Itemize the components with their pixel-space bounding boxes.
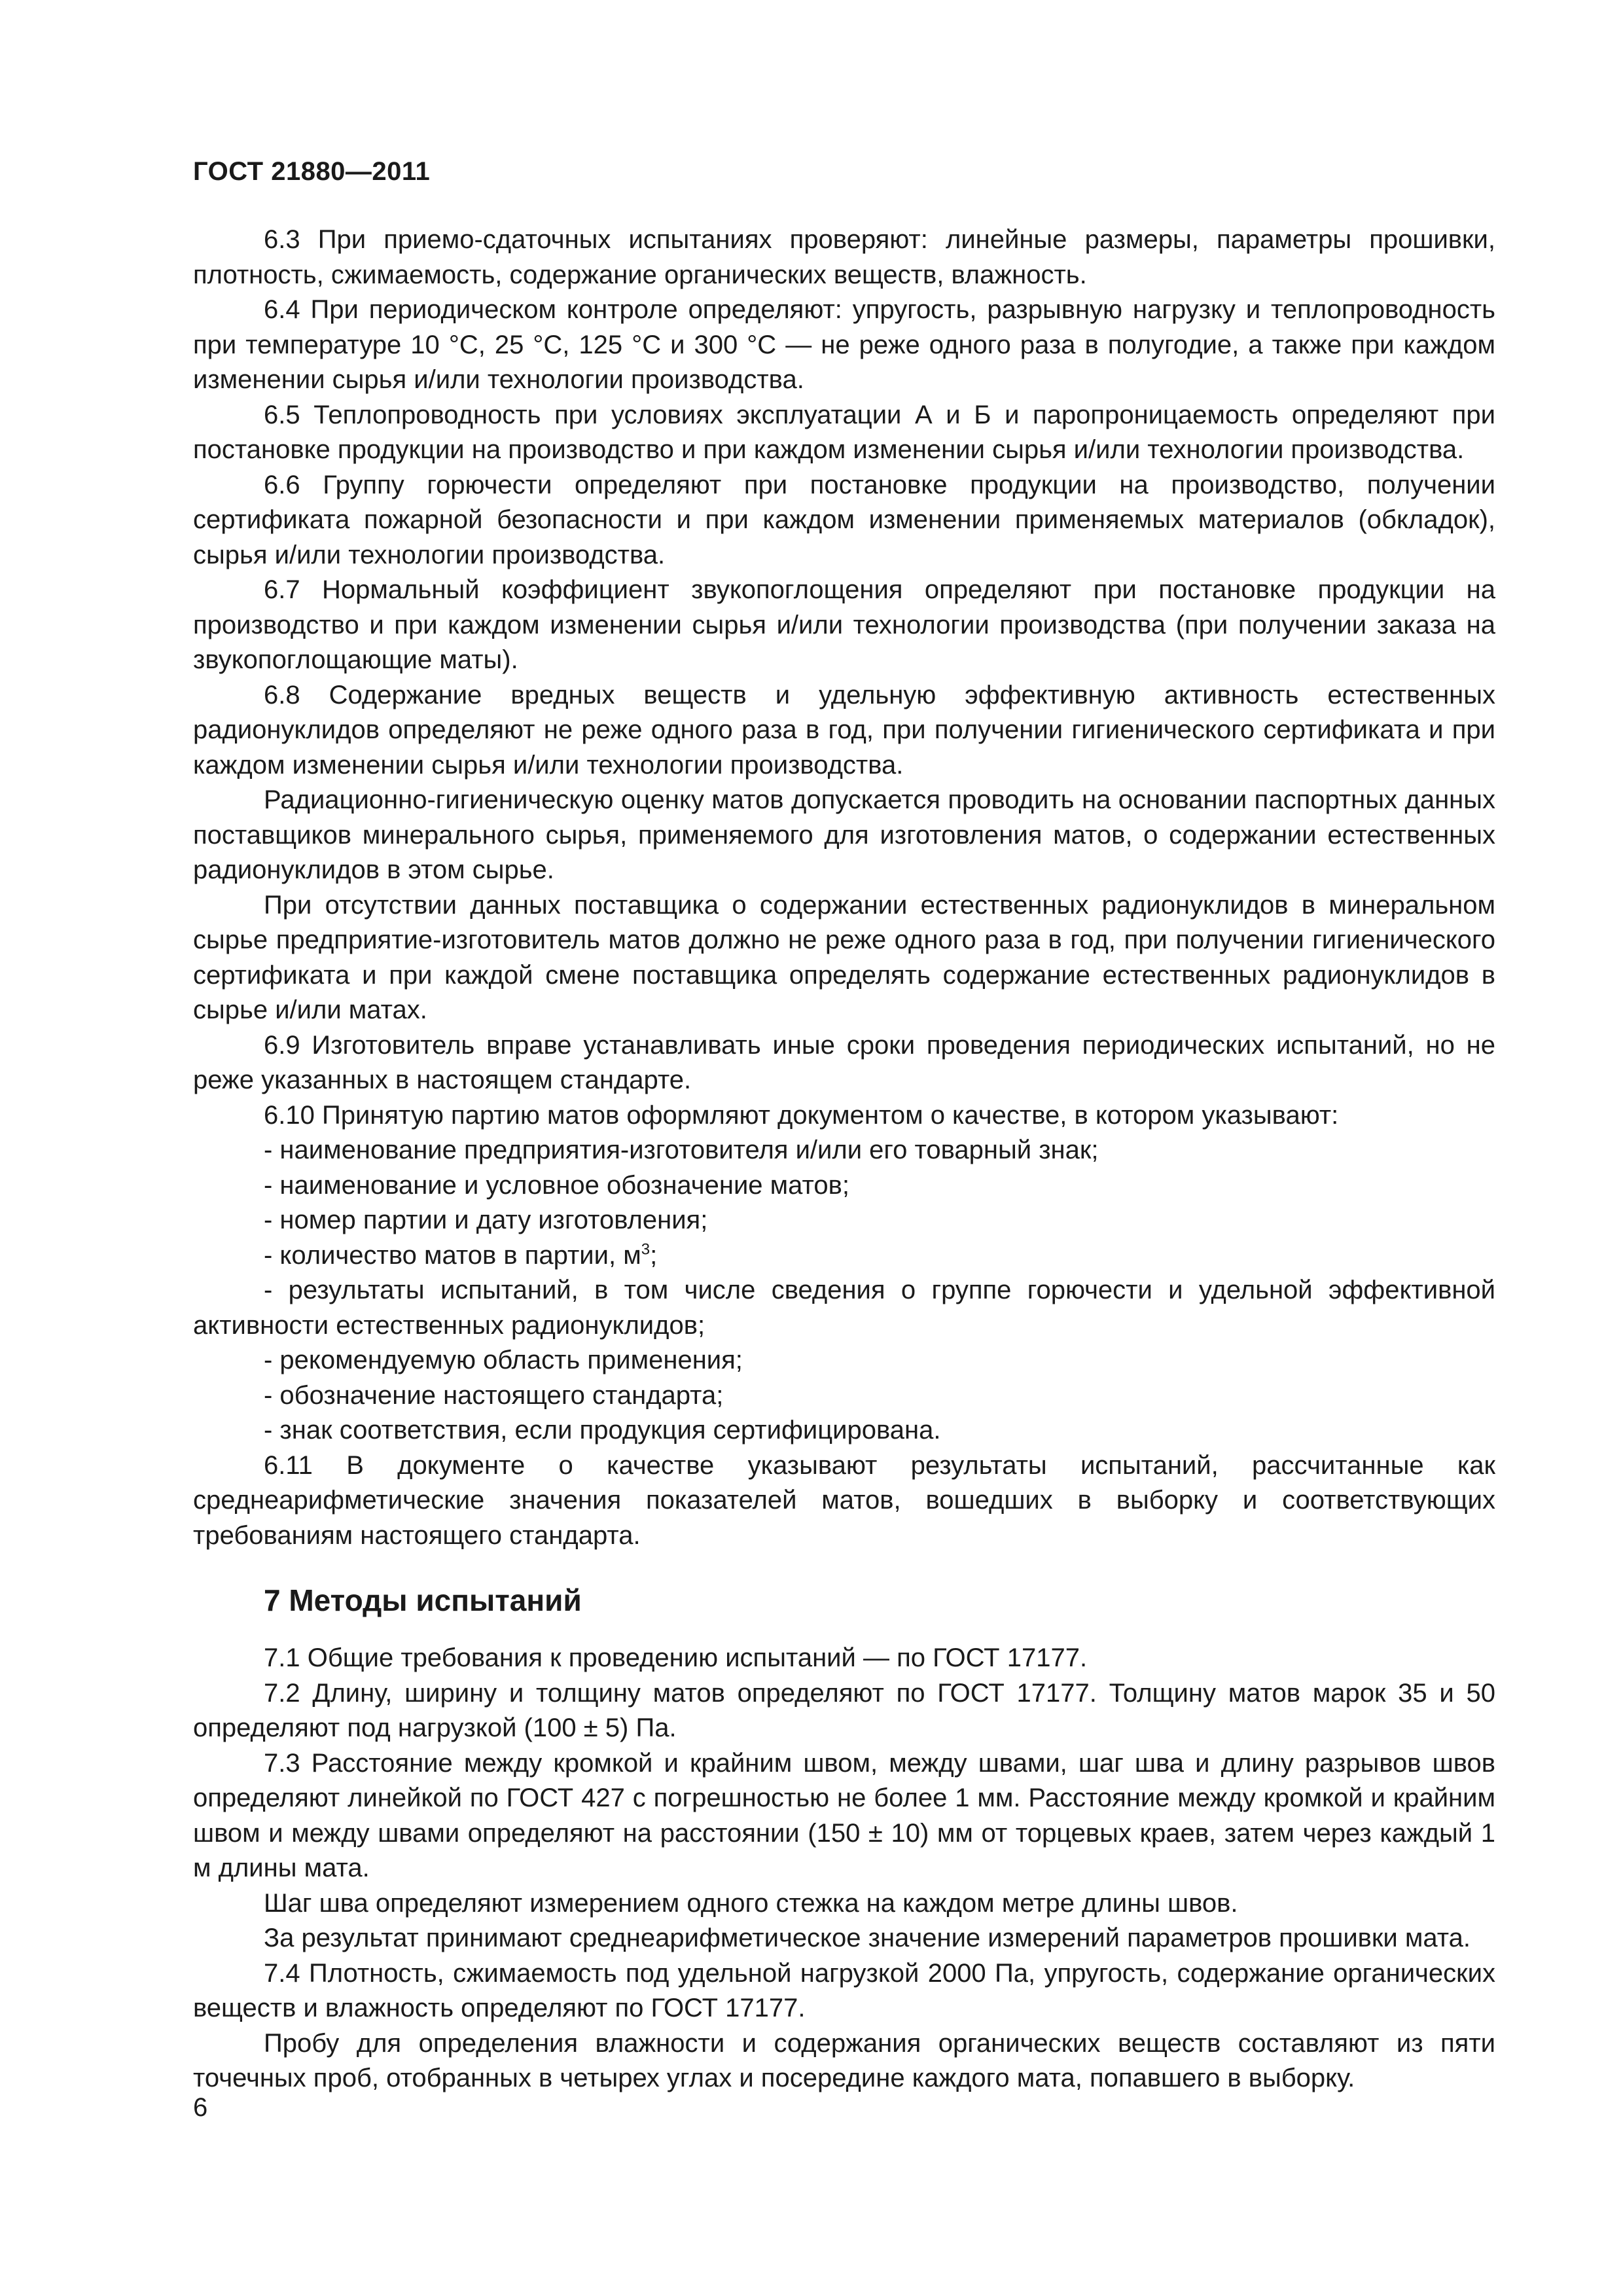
page-number: 6 xyxy=(193,2093,208,2122)
paragraph-7-4: 7.4 Плотность, сжимаемость под удельной нагрузкой 2000 Па, упругость, содержание органических веществ и влажность определяют по ГОСТ 17177. xyxy=(193,1958,1495,2022)
paragraph-6-4: 6.4 При периодическом контроле определяют: упругость, разрывную нагрузку и теплопроводность при температуре 10 °С, 25 °С, 125 °С и 300 °С — не реже одного раза в полугодие, а также при каждом изменении сырья и/или технологии производства. xyxy=(193,295,1495,394)
list-item: - номер партии и дату изготовления; xyxy=(264,1206,708,1234)
paragraph-6-8-supplier: При отсутствии данных поставщика о содержании естественных радионуклидов в минеральном сырье предприятие-изготовитель матов должно не реже одного раза в год, при получении гигиенического сертификата и при каждой смене поставщика определять содержание естественных радионуклидов в сырье и/или матах. xyxy=(193,890,1495,1024)
list-item-text: - количество матов в партии, м xyxy=(264,1240,641,1270)
paragraph-7-3: 7.3 Расстояние между кромкой и крайним швом, между швами, шаг шва и длину разрывов швов определяют линейкой по ГОСТ 427 с погрешностью не более 1 мм. Расстояние между кромкой и крайним швом и между швами определяют на расстоянии (150 ± 10) мм от торцевых краев, затем через каждый 1 м длины мата. xyxy=(193,1748,1495,1882)
paragraph-7-1: 7.1 Общие требования к проведению испытаний — по ГОСТ 17177. xyxy=(264,1643,1088,1672)
paragraph-6-11: 6.11 В документе о качестве указывают результаты испытаний, рассчитанные как среднеарифметические значения показателей матов, вошедших в выборку и соответствующих требованиям настоящего стандарта. xyxy=(193,1450,1495,1550)
list-item: - результаты испытаний, в том числе сведения о группе горючести и удельной эффективной активности естественных радионуклидов; xyxy=(193,1276,1495,1340)
page-body xyxy=(193,223,1495,2096)
list-item: - наименование и условное обозначение матов; xyxy=(264,1170,849,1200)
paragraph-6-5: 6.5 Теплопроводность при условиях эксплуатации А и Б и паропроницаемость определяют при постановке продукции на производство и при каждом изменении сырья и/или технологии производства. xyxy=(193,400,1495,464)
list-item: - обозначение настоящего стандарта; xyxy=(264,1380,724,1410)
paragraph-6-7: 6.7 Нормальный коэффициент звукопоглощения определяют при постановке продукции на производство и при каждом изменении сырья и/или технологии производства (при получении заказа на звукопоглощающие маты). xyxy=(193,575,1495,674)
list-item xyxy=(193,1238,1495,1274)
paragraph-6-3: 6.3 При приемо-сдаточных испытаниях проверяют: линейные размеры, параметры прошивки, плотность, сжимаемость, содержание органических веществ, влажность. xyxy=(193,225,1495,289)
paragraph-6-8: 6.8 Содержание вредных веществ и удельную эффективную активность естественных радионуклидов определяют не реже одного раза в год, при получении гигиенического сертификата и при каждом изменении сырья и/или технологии производства. xyxy=(193,680,1495,780)
paragraph-6-10: 6.10 Принятую партию матов оформляют документом о качестве, в котором указывают: xyxy=(264,1100,1339,1130)
paragraph-7-3-result: За результат принимают среднеарифметическое значение измерений параметров прошивки мата. xyxy=(264,1924,1471,1952)
section-7-title: 7 Методы испытаний xyxy=(264,1583,582,1617)
list-item: - знак соответствия, если продукция сертифицирована. xyxy=(264,1416,941,1444)
paragraph-7-3-step: Шаг шва определяют измерением одного стежка на каждом метре длины швов. xyxy=(264,1888,1238,1918)
list-item-end: ; xyxy=(650,1240,658,1270)
paragraph-7-2: 7.2 Длину, ширину и толщину матов определяют по ГОСТ 17177. Толщину матов марок 35 и 50 определяют под нагрузкой (100 ± 5) Па. xyxy=(193,1678,1495,1742)
paragraph-6-8-radiation: Радиационно-гигиеническую оценку матов допускается проводить на основании паспортных данных поставщиков минерального сырья, применяемого для изготовления матов, о содержании естественных радионуклидов в этом сырье. xyxy=(193,785,1495,884)
standard-header: ГОСТ 21880—2011 xyxy=(193,157,431,186)
superscript: 3 xyxy=(641,1240,651,1259)
paragraph-6-9: 6.9 Изготовитель вправе устанавливать иные сроки проведения периодических испытаний, но не реже указанных в настоящем стандарте. xyxy=(193,1030,1495,1094)
paragraph-6-6: 6.6 Группу горючести определяют при постановке продукции на производство, получении сертификата пожарной безопасности и при каждом изменении применяемых материалов (обкладок), сырья и/или технологии производства. xyxy=(193,470,1495,569)
paragraph-7-4-sample: Пробу для определения влажности и содержания органических веществ составляют из пяти точечных проб, отобранных в четырех углах и посередине каждого мата, попавшего в выборку. xyxy=(193,2028,1495,2092)
list-item: - наименование предприятия-изготовителя и/или его товарный знак; xyxy=(264,1136,1099,1164)
list-item: - рекомендуемую область применения; xyxy=(264,1346,743,1374)
